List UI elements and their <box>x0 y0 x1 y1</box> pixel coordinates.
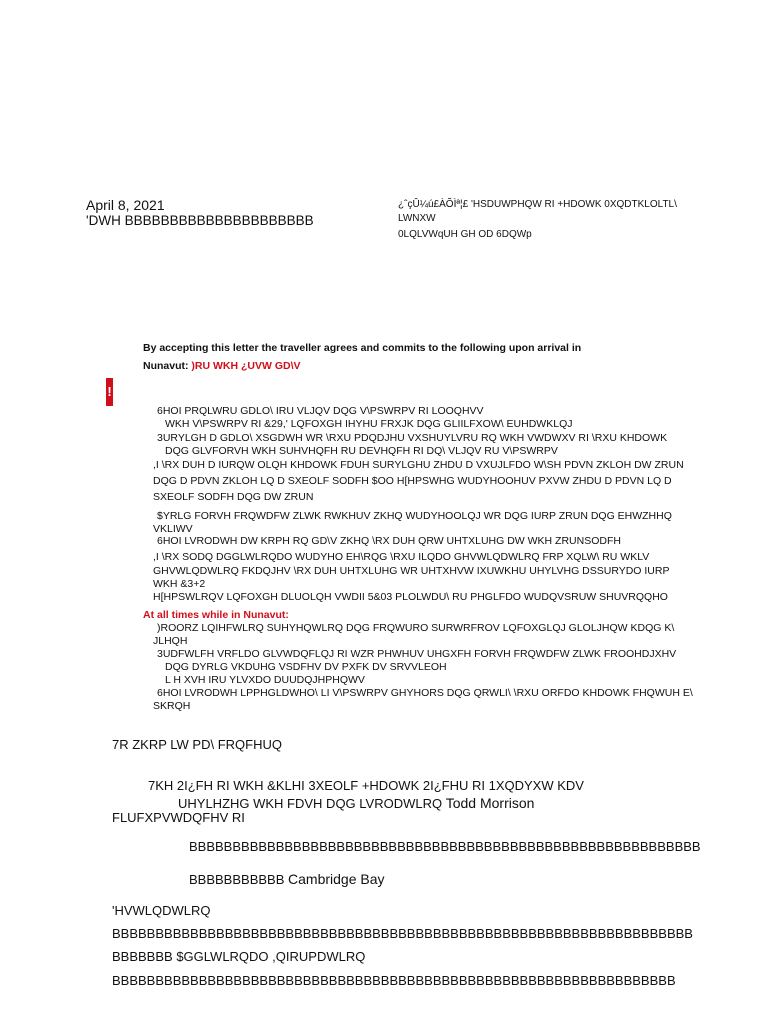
list-item: 6HOI PRQLWRU GDLO\ IRU VLJQV DQG V\PSWRPV RI LOOQHVV <box>157 405 484 417</box>
list-item: 3UDFWLFH VRFLDO GLVWDQFLQJ RI WZR PHWHUV UHGXFH FORVH FRQWDFW ZLWK FROOHDJXHV <box>157 648 677 660</box>
additional-info-line <box>112 949 365 965</box>
all-times-heading: At all times while in Nunavut: <box>143 609 289 621</box>
intro-prefix: Nunavut: <box>143 360 192 372</box>
traveller-name: Todd Morrison <box>445 795 535 811</box>
list-item: VKLIWV <box>153 523 193 535</box>
blank-line: BBBBBBBBBBB <box>189 872 285 887</box>
first-days-heading: )RU WKH ¿UVW GD\V <box>191 360 301 372</box>
list-item: SKRQH <box>153 700 191 712</box>
intro-statement-line2 <box>143 360 301 373</box>
list-item: DQG DYRLG VKDUHG VSDFHV DV PXFK DV SRVVLEOH <box>165 661 447 673</box>
date-field-label: 'DWH BBBBBBBBBBBBBBBBBBBBB <box>86 213 314 228</box>
list-item: SXEOLF SODFH DQG DW ZRUN <box>153 491 314 503</box>
list-item: GHVWLQDWLRQ FKDQJHV \RX DUH UHTXLUHG WR UHTXHVW IXUWKHU UHYLVHG DSSURYDO IURP <box>153 565 670 577</box>
blank-line: BBBBBBBBBBBBBBBBBBBBBBBBBBBBBBBBBBBBBBBBBBBBBBBBBBBBBBBBBBBBBBBBBBB <box>112 926 693 941</box>
salutation: 7R ZKRP LW PD\ FRQFHUQ <box>112 737 282 752</box>
additional-info-label: $GGLWLRQDO ,QIRUPDWLRQ <box>176 949 366 964</box>
location-value: Cambridge Bay <box>288 871 385 887</box>
blank-line: BBBBBBBBBBBBBBBBBBBBBBBBBBBBBBBBBBBBBBBBBBBBBBBBBBBBBBBBBBB <box>189 839 701 854</box>
list-item: 6HOI LVRODWH DW KRPH RQ GD\V ZKHQ \RX DUH QRW UHTXLUHG DW WKH ZRUNSODFH <box>157 535 621 547</box>
list-item: JLHQH <box>153 635 188 647</box>
blank-line: BBBBBBBBBBBBBBBBBBBBBBBBBBBBBBBBBBBBBBBBBBBBBBBBBBBBBBBBBBBBBBBBB <box>112 973 676 988</box>
destination-label: 'HVWLQDWLRQ <box>112 903 211 918</box>
list-item: H[HPSWLRQV LQFOXGH DLUOLQH VWDII 5&03 PLOLWDU\ RU PHGLFDO WUDQVSRUW SHUVRQQHO <box>153 591 668 603</box>
list-item: 3URYLGH D GDLO\ XSGDWH WR \RXU PDQDJHU VXSHUYLVRU RQ WKH VWDWXV RI \RXU KHDOWK <box>157 432 668 444</box>
list-item: WKH &3+2 <box>153 578 206 590</box>
department-name-french: 0LQLVWqUH GH OD 6DQWp <box>398 229 532 240</box>
letter-date: April 8, 2021 <box>86 197 165 213</box>
body-text: UHYLHZHG WKH FDVH DQG LVRODWLRQ <box>178 796 443 811</box>
list-item: ,I \RX SODQ DGGLWLRQDO WUDYHO EH\RQG \RXU ILQDO GHVWLQDWLRQ FRP XQLW\ RU WKLV <box>153 551 650 563</box>
intro-statement: By accepting this letter the traveller agrees and commits to the following upon arrival in <box>143 342 582 354</box>
body-line: 7KH 2I¿FH RI WKH &KLHI 3XEOLF +HDOWK 2I¿FHU RI 1XQDYXW KDV <box>148 778 584 793</box>
department-name: ¿ˆçÛ¼ú£ÀÕÌª¦£ 'HSDUWPHQW RI +HDOWK 0XQDTKLOLTL\ <box>398 199 677 210</box>
list-item: DQG D PDVN ZKLOH LQ D SXEOLF SODFH $OO H[HPSWHG WUDYHOOHUV PXVW ZHDU D PDVN LQ D <box>153 475 672 487</box>
list-item: L H XVH IRU YLVXDO DUUDQJHPHQWV <box>165 674 365 686</box>
list-item: WKH V\PSWRPV RI &29,' LQFOXGH IHYHU FRXJK DQG GLIILFXOW\ EUHDWKLQJ <box>165 418 573 430</box>
blank-line: BBBBBBB <box>112 949 173 964</box>
list-item: 6HOI LVRODWH LPPHGLDWHO\ LI V\PSWRPV GHYHORS DQG QRWLI\ \RXU ORFDO KHDOWK FHQWUH E\ <box>157 687 693 699</box>
list-item: $YRLG FORVH FRQWDFW ZLWK RWKHUV ZKHQ WUDYHOOLQJ WR DQG IURP ZRUN DQG EHWZHHQ <box>157 510 672 522</box>
body-line: FLUFXPVWDQFHV RI <box>112 810 245 825</box>
list-item: ,I \RX DUH D IURQW OLQH KHDOWK FDUH SURYLGHU ZHDU D VXUJLFDO W\SH PDVN ZKLOH DW ZRUN <box>153 459 684 471</box>
department-name-line2: LWNXW <box>398 213 436 224</box>
location-line <box>189 871 385 888</box>
list-item: DQG GLVFORVH WKH SUHVHQFH RU DEVHQFH RI DQ\ VLJQV RU V\PSWRPV <box>165 445 558 457</box>
list-item: )ROORZ LQIHFWLRQ SUHYHQWLRQ DQG FRQWURO SURWRFROV LQFOXGLQJ GLOLJHQW KDQG K\ <box>157 622 675 634</box>
warning-flag-icon: ! <box>106 378 113 406</box>
